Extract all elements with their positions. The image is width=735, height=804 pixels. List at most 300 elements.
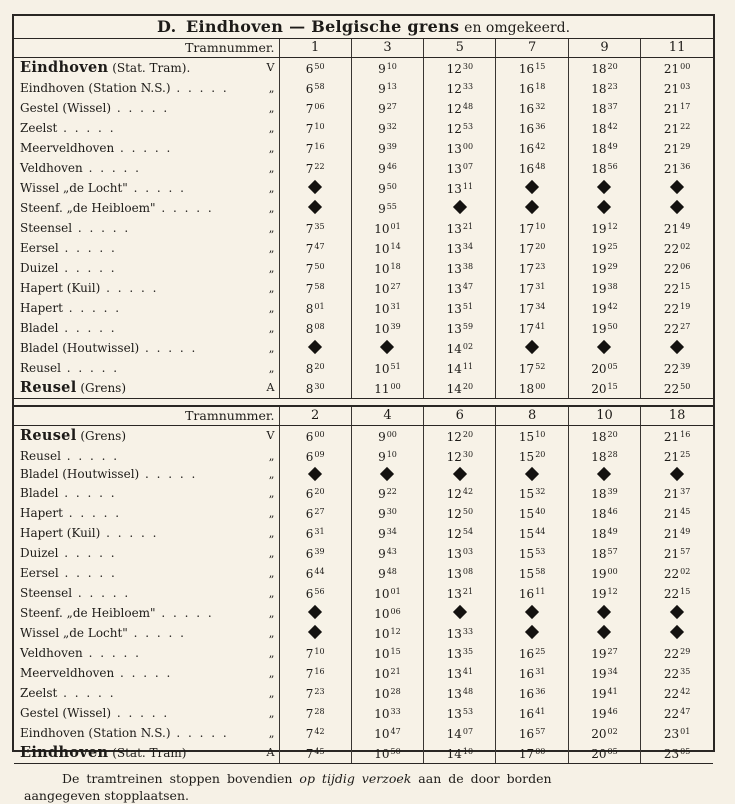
time-cell (568, 238, 640, 258)
time-cell (424, 78, 496, 98)
time-minutes: 41 (607, 687, 618, 697)
leader-dots: . . . . . (111, 100, 170, 115)
time-hour: 13 (446, 222, 462, 236)
time-hour: 6 (305, 82, 314, 96)
time-hour: 18 (591, 450, 607, 464)
time-minutes: 49 (680, 527, 691, 537)
time-cell (424, 483, 496, 503)
station-row (14, 743, 713, 763)
request-stop-diamond-icon (308, 466, 322, 480)
time-cell (641, 378, 713, 398)
time-cell (424, 98, 496, 118)
request-stop-diamond-icon (308, 200, 322, 214)
time-hour: 12 (446, 487, 462, 502)
time-hour: 13 (446, 142, 462, 156)
time-minutes: 42 (607, 122, 618, 131)
time-cell (496, 58, 568, 79)
time-minutes: 50 (462, 507, 474, 517)
time-hour: 9 (378, 202, 386, 216)
footnote-line2: aangegeven stopplaatsen. (24, 788, 189, 804)
time-cell (641, 503, 713, 523)
station-cell (14, 318, 279, 338)
time-hour: 16 (518, 162, 535, 176)
station-row (14, 178, 713, 198)
time-minutes: 15 (607, 382, 618, 391)
time-minutes: 49 (607, 527, 618, 537)
time-minutes: 15 (680, 587, 691, 597)
time-cell (279, 426, 351, 447)
time-cell (351, 683, 423, 703)
arrival-departure-mark: „ (268, 101, 275, 115)
time-minutes: 42 (607, 302, 618, 311)
time-minutes: 34 (535, 302, 546, 311)
time-cell (641, 278, 713, 298)
time-cell (568, 378, 640, 398)
time-cell (496, 743, 568, 763)
time-cell (641, 446, 713, 466)
time-cell (641, 138, 713, 158)
time-cell (279, 198, 351, 218)
time-cell (279, 278, 351, 298)
time-minutes: 50 (390, 747, 401, 757)
time-hour: 13 (446, 182, 462, 196)
station-row (14, 58, 713, 79)
time-cell (641, 663, 713, 683)
request-stop-diamond-icon (525, 605, 539, 619)
time-cell (641, 338, 713, 358)
time-cell (279, 483, 351, 503)
leader-dots: . . . . . (72, 585, 131, 600)
time-hour: 18 (518, 382, 535, 396)
time-cell (279, 466, 351, 483)
time-hour: 14 (446, 342, 462, 356)
time-hour: 15 (518, 547, 535, 562)
arrival-departure-mark: V (266, 429, 275, 442)
time-hour: 8 (305, 382, 314, 396)
station-cell (14, 58, 279, 79)
station-row (14, 238, 713, 258)
train-number: 11 (641, 39, 713, 58)
station-cell (14, 483, 279, 503)
time-cell (351, 178, 423, 198)
time-hour: 19 (591, 282, 607, 296)
time-minutes: 34 (386, 527, 397, 537)
station-name: Wissel „de Locht" (20, 625, 128, 640)
station-cell (14, 503, 279, 523)
request-stop-diamond-icon (380, 340, 394, 354)
time-minutes: 41 (535, 322, 546, 331)
arrival-departure-mark: „ (268, 546, 275, 560)
time-cell (351, 58, 423, 79)
time-minutes: 44 (314, 567, 325, 577)
time-hour: 21 (663, 450, 680, 464)
time-hour: 15 (518, 527, 535, 542)
time-cell (351, 466, 423, 483)
station-cell (14, 703, 279, 723)
time-cell (351, 663, 423, 683)
station-name: Eindhoven (Station N.S.) (20, 80, 171, 95)
time-minutes: 00 (462, 142, 474, 151)
time-hour: 7 (305, 142, 314, 156)
time-cell (496, 258, 568, 278)
time-minutes: 13 (386, 82, 397, 91)
time-hour: 16 (518, 102, 535, 116)
time-minutes: 52 (535, 362, 546, 371)
time-minutes: 02 (462, 342, 474, 351)
time-minutes: 15 (390, 647, 401, 657)
time-hour: 10 (374, 262, 390, 276)
time-minutes: 31 (535, 282, 546, 291)
time-minutes: 42 (535, 142, 546, 151)
time-minutes: 11 (462, 182, 474, 191)
station-name: Duizel (20, 260, 59, 275)
time-minutes: 35 (314, 222, 325, 231)
time-cell (351, 138, 423, 158)
time-hour: 13 (446, 262, 462, 276)
time-minutes: 23 (535, 262, 546, 271)
arrival-departure-mark: „ (268, 468, 275, 482)
time-minutes: 09 (314, 450, 325, 459)
time-cell (568, 426, 640, 447)
station-row (14, 623, 713, 643)
station-row (14, 723, 713, 743)
station-row (14, 358, 713, 378)
time-cell (641, 523, 713, 543)
time-hour: 13 (446, 667, 462, 682)
station-row (14, 426, 713, 447)
time-hour: 10 (374, 727, 390, 742)
time-hour: 7 (305, 282, 314, 296)
time-hour: 22 (663, 242, 680, 256)
arrival-departure-mark: V (266, 61, 275, 74)
time-minutes: 36 (535, 122, 546, 131)
timetable-return (14, 406, 713, 763)
station-cell (14, 723, 279, 743)
time-minutes: 50 (680, 382, 691, 391)
time-minutes: 12 (390, 627, 401, 637)
time-hour: 15 (518, 450, 535, 464)
station-name: Eersel (20, 565, 59, 580)
time-cell (641, 623, 713, 643)
time-cell (351, 98, 423, 118)
time-hour: 8 (305, 322, 314, 336)
time-minutes: 21 (462, 222, 474, 231)
time-minutes: 00 (607, 567, 618, 577)
station-suffix: (Stat. Tram) (112, 746, 187, 761)
time-minutes: 03 (462, 547, 474, 557)
time-hour: 16 (518, 687, 535, 702)
time-minutes: 03 (680, 82, 691, 91)
station-cell (14, 378, 279, 398)
time-cell (351, 78, 423, 98)
time-hour: 13 (446, 647, 462, 662)
time-minutes: 28 (607, 450, 618, 459)
train-number: 4 (351, 407, 423, 426)
time-cell (424, 703, 496, 723)
time-minutes: 31 (535, 667, 546, 677)
time-hour: 22 (663, 567, 680, 582)
time-hour: 9 (378, 122, 386, 136)
time-cell (424, 298, 496, 318)
station-name: Zeelst (20, 685, 58, 700)
time-cell (568, 338, 640, 358)
time-cell (496, 583, 568, 603)
time-minutes: 49 (607, 142, 618, 151)
time-minutes: 23 (314, 687, 325, 697)
time-cell (279, 543, 351, 563)
time-minutes: 34 (462, 242, 474, 251)
time-cell (641, 218, 713, 238)
station-row (14, 138, 713, 158)
time-minutes: 58 (314, 282, 325, 291)
time-cell (641, 426, 713, 447)
time-cell (351, 198, 423, 218)
time-minutes: 10 (386, 450, 397, 459)
time-cell (496, 503, 568, 523)
leader-dots: . . . . . (82, 645, 141, 660)
arrival-departure-mark: „ (268, 606, 275, 620)
time-minutes: 50 (386, 182, 397, 191)
time-hour: 12 (446, 527, 462, 542)
leader-dots: . . . . . (114, 665, 173, 680)
time-minutes: 47 (680, 707, 691, 717)
arrival-departure-mark: „ (268, 121, 275, 135)
time-cell (496, 218, 568, 238)
time-cell (424, 503, 496, 523)
time-minutes: 20 (462, 382, 474, 391)
time-hour: 21 (663, 82, 680, 96)
time-minutes: 01 (390, 587, 401, 597)
time-hour: 9 (378, 62, 386, 76)
request-stop-diamond-icon (308, 605, 322, 619)
time-hour: 18 (591, 527, 607, 542)
station-cell (14, 178, 279, 198)
request-stop-diamond-icon (597, 180, 611, 194)
time-cell (568, 318, 640, 338)
time-cell (424, 358, 496, 378)
train-number: 10 (568, 407, 640, 426)
leader-dots: . . . . . (58, 485, 117, 500)
station-row (14, 563, 713, 583)
arrival-departure-mark: „ (268, 646, 275, 660)
time-hour: 6 (305, 507, 314, 522)
time-minutes: 49 (680, 222, 691, 231)
time-cell (424, 743, 496, 763)
time-hour: 14 (446, 747, 462, 762)
station-name: Reusel (20, 379, 77, 396)
time-minutes: 10 (462, 747, 474, 757)
request-stop-diamond-icon (525, 340, 539, 354)
time-minutes: 40 (535, 507, 546, 517)
time-minutes: 42 (314, 727, 325, 737)
time-minutes: 00 (680, 62, 691, 71)
time-hour: 9 (378, 547, 386, 562)
station-row (14, 503, 713, 523)
request-stop-diamond-icon (597, 200, 611, 214)
time-cell (496, 603, 568, 623)
time-cell (496, 723, 568, 743)
time-cell (424, 118, 496, 138)
time-minutes: 56 (314, 587, 325, 597)
request-stop-diamond-icon (525, 625, 539, 639)
time-hour: 21 (663, 547, 680, 562)
time-hour: 7 (305, 242, 314, 256)
time-minutes: 21 (390, 667, 401, 677)
time-cell (351, 483, 423, 503)
time-minutes: 28 (390, 687, 401, 697)
time-cell (279, 178, 351, 198)
time-cell (568, 543, 640, 563)
station-name: Duizel (20, 545, 59, 560)
timetable-title (14, 16, 713, 38)
time-minutes: 41 (462, 667, 474, 677)
time-minutes: 01 (314, 302, 325, 311)
time-cell (351, 118, 423, 138)
time-minutes: 08 (314, 322, 325, 331)
time-cell (424, 723, 496, 743)
time-minutes: 27 (390, 282, 401, 291)
title-rest: en omgekeerd. (464, 20, 571, 36)
time-hour: 13 (446, 282, 462, 296)
time-hour: 18 (591, 507, 607, 522)
time-cell (424, 603, 496, 623)
time-minutes: 44 (535, 527, 546, 537)
time-hour: 6 (305, 430, 314, 444)
time-minutes: 34 (607, 667, 618, 677)
time-cell (568, 78, 640, 98)
time-hour: 18 (591, 62, 607, 76)
time-minutes: 00 (386, 430, 397, 439)
time-cell (568, 523, 640, 543)
time-minutes: 37 (607, 102, 618, 111)
time-minutes: 53 (535, 547, 546, 557)
time-cell (279, 158, 351, 178)
arrival-departure-mark: „ (268, 526, 275, 540)
station-name: Hapert (20, 300, 63, 315)
time-cell (351, 158, 423, 178)
time-minutes: 22 (680, 122, 691, 131)
time-hour: 17 (518, 302, 535, 316)
time-hour: 22 (663, 687, 680, 702)
station-row (14, 523, 713, 543)
station-cell (14, 563, 279, 583)
time-cell (568, 138, 640, 158)
time-hour: 13 (446, 162, 462, 176)
time-cell (496, 318, 568, 338)
station-name: Steensel (20, 585, 73, 600)
station-name: Wissel „de Locht" (20, 180, 128, 195)
station-row (14, 603, 713, 623)
time-hour: 22 (663, 647, 680, 662)
time-hour: 13 (446, 707, 462, 722)
time-minutes: 58 (314, 82, 325, 91)
time-hour: 19 (591, 707, 607, 722)
request-stop-diamond-icon (597, 340, 611, 354)
time-minutes: 38 (462, 262, 474, 271)
train-number: 9 (568, 39, 640, 58)
time-minutes: 22 (386, 487, 397, 497)
time-cell (641, 723, 713, 743)
time-minutes: 56 (607, 162, 618, 171)
time-hour: 21 (663, 222, 680, 236)
time-minutes: 37 (680, 487, 691, 497)
time-cell (568, 358, 640, 378)
time-hour: 17 (518, 747, 535, 762)
station-cell (14, 158, 279, 178)
time-hour: 13 (446, 627, 462, 642)
time-cell (568, 743, 640, 763)
time-cell (424, 643, 496, 663)
time-cell (496, 623, 568, 643)
time-hour: 16 (518, 62, 535, 76)
station-name: Reusel (20, 360, 61, 375)
time-cell (568, 663, 640, 683)
time-minutes: 29 (607, 262, 618, 271)
time-hour: 9 (378, 450, 386, 464)
time-hour: 9 (378, 527, 386, 542)
station-cell (14, 543, 279, 563)
timetable-sheet (12, 14, 715, 804)
train-number-header-row (14, 39, 713, 58)
time-cell (424, 583, 496, 603)
time-hour: 19 (591, 302, 607, 316)
time-minutes: 31 (390, 302, 401, 311)
time-cell (496, 643, 568, 663)
leader-dots: . . . . . (100, 280, 159, 295)
leader-dots: . . . . . (60, 448, 120, 463)
time-hour: 13 (446, 242, 462, 256)
station-cell (14, 426, 279, 447)
station-name: Eindhoven (20, 59, 109, 76)
time-cell (496, 683, 568, 703)
request-stop-diamond-icon (597, 605, 611, 619)
time-hour: 6 (305, 487, 314, 502)
footnote-emphasis: op tijdig verzoek (299, 771, 412, 787)
arrival-departure-mark: „ (268, 141, 275, 155)
request-stop-diamond-icon (453, 466, 467, 480)
time-minutes: 55 (386, 202, 397, 211)
time-hour: 6 (305, 547, 314, 562)
time-cell (568, 218, 640, 238)
time-hour: 7 (305, 262, 314, 276)
time-cell (279, 358, 351, 378)
time-hour: 22 (663, 667, 680, 682)
time-hour: 14 (446, 727, 462, 742)
arrival-departure-mark: „ (268, 486, 275, 500)
time-minutes: 06 (680, 262, 691, 271)
footnote-part2: aan de door borden (418, 771, 552, 787)
time-cell (641, 683, 713, 703)
time-hour: 10 (374, 627, 390, 642)
time-minutes: 16 (314, 142, 325, 151)
time-cell (496, 703, 568, 723)
station-name: Meerveldhoven (20, 665, 115, 680)
time-cell (351, 258, 423, 278)
time-cell (568, 503, 640, 523)
station-row (14, 278, 713, 298)
station-row (14, 378, 713, 398)
time-cell (424, 338, 496, 358)
time-hour: 18 (591, 547, 607, 562)
request-stop-diamond-icon (453, 605, 467, 619)
train-number: 7 (496, 39, 568, 58)
station-name: Steenf. „de Heibloem" (20, 200, 156, 215)
leader-dots: . . . . . (62, 300, 122, 315)
time-minutes: 05 (607, 362, 618, 371)
time-minutes: 57 (680, 547, 691, 557)
station-row (14, 583, 713, 603)
station-row (14, 78, 713, 98)
